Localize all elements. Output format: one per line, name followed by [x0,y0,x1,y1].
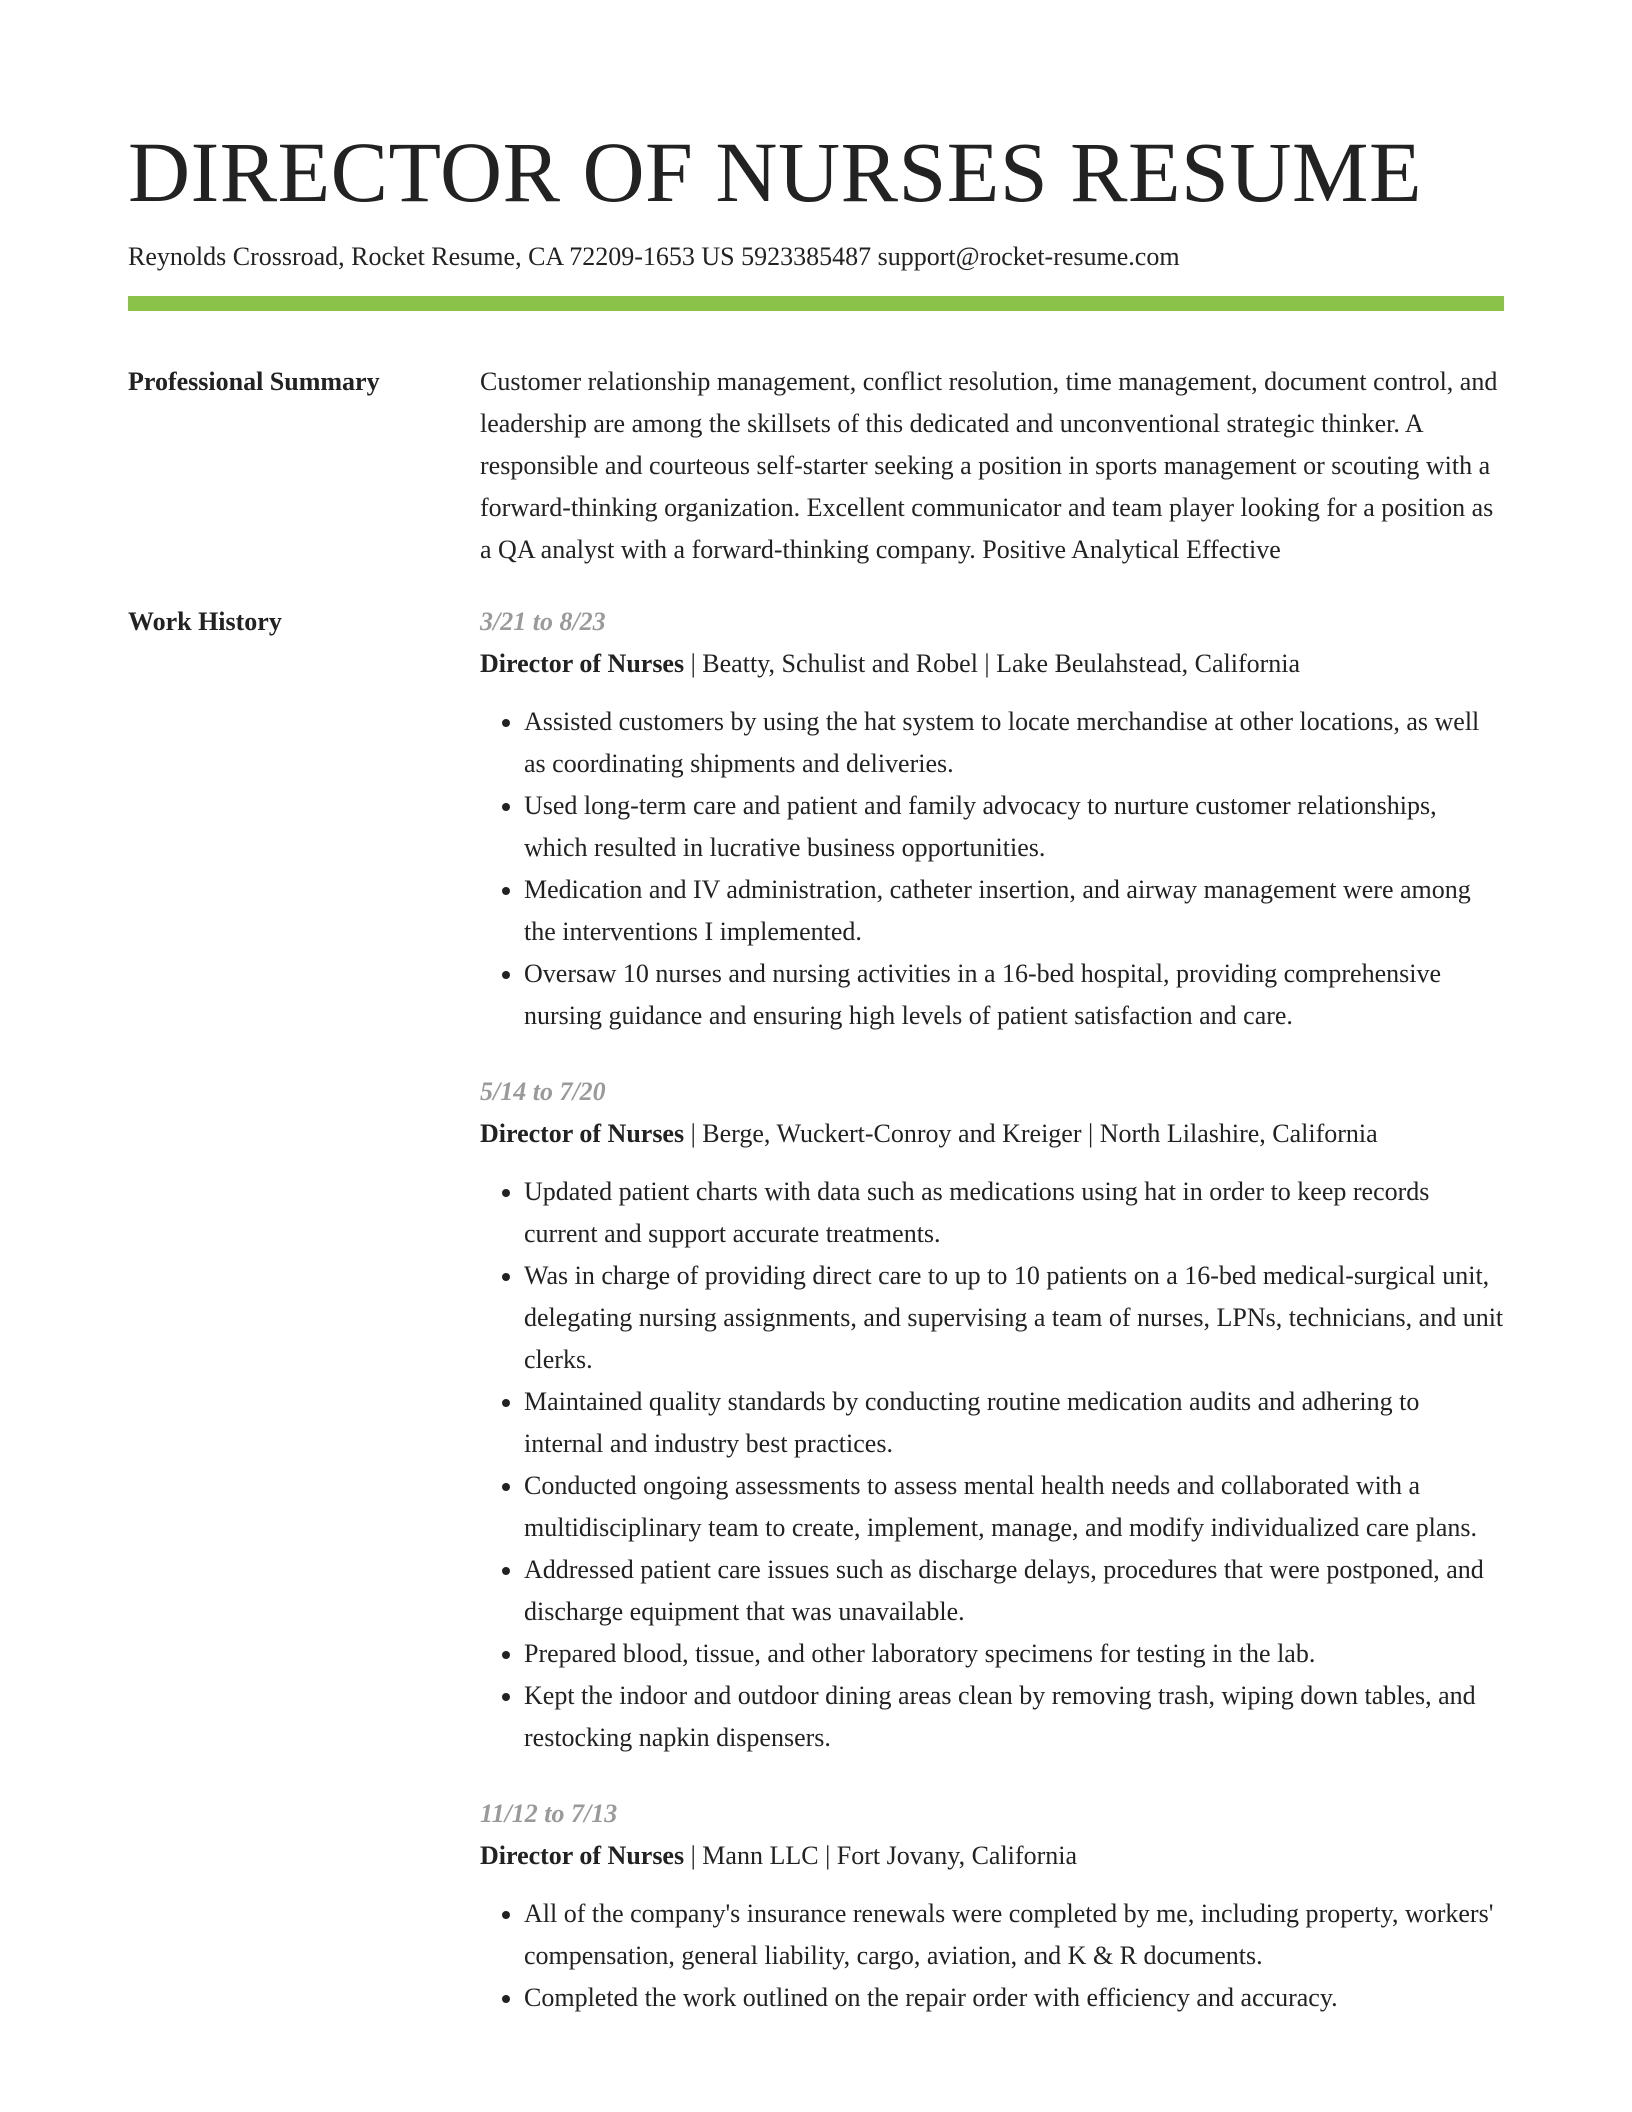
job-bullet-list [480,1171,1504,1759]
section-label-work-history: Work History [128,607,282,636]
job-bullet: • Medication and IV administration, catheter insertion, and airway management were among the interventions I implemented. [524,869,1504,953]
job-dates: 11/12 to 7/13 [480,1799,618,1828]
job-title: Director of Nurses [480,1119,685,1148]
job-bullet-list [480,1893,1504,2019]
job-entry [480,1071,1504,1759]
job-bullet-list [480,701,1504,1037]
job-bullet: • Maintained quality standards by conducting routine medication audits and adhering to internal and industry best practices. [524,1381,1504,1465]
summary-body [480,361,1504,571]
job-details: | Mann LLC | Fort Jovany, California [684,1841,1077,1870]
job-title: Director of Nurses [480,1841,685,1870]
job-entry [480,1793,1504,2019]
job-bullet: • All of the company's insurance renewals were completed by me, including property, workers' compensation, general liability, cargo, aviation, and K & R documents. [524,1893,1504,1977]
job-title-line [480,1835,1504,1877]
job-dates: 5/14 to 7/20 [480,1077,606,1106]
summary-text: Customer relationship management, conflict resolution, time management, document control, and leadership are among the skillsets of this dedicated and unconventional strategic thinker. A responsible and courteous self-starter seeking a position in sports management or scouting with a forward-thinking organization. Excellent communicator and team player looking for a position as a QA analyst with a forward-thinking company. Positive Analytical Effective [480,367,1498,564]
job-title-line [480,1113,1504,1155]
job-bullet: • Addressed patient care issues such as discharge delays, procedures that were postponed, and discharge equipment that was unavailable. [524,1549,1504,1633]
job-bullet: • Oversaw 10 nurses and nursing activities in a 16-bed hospital, providing comprehensive nursing guidance and ensuring high levels of patient satisfaction and care. [524,953,1504,1037]
job-bullet: • Used long-term care and patient and family advocacy to nurture customer relationships, which resulted in lucrative business opportunities. [524,785,1504,869]
job-entry [480,601,1504,1037]
job-details: | Berge, Wuckert-Conroy and Kreiger | North Lilashire, California [684,1119,1378,1148]
work-history-body [480,601,1504,2019]
professional-summary-section [128,361,1504,571]
contact-info: Reynolds Crossroad, Rocket Resume, CA 72209-1653 US 5923385487 support@rocket-resume.com [128,242,1180,271]
job-bullet: • Assisted customers by using the hat system to locate merchandise at other locations, as well as coordinating shipments and deliveries. [524,701,1504,785]
job-bullet: • Was in charge of providing direct care to up to 10 patients on a 16-bed medical-surgical unit, delegating nursing assignments, and supervising a team of nurses, LPNs, technicians, and unit clerks. [524,1255,1504,1381]
job-bullet: • Completed the work outlined on the repair order with efficiency and accuracy. [524,1977,1504,2019]
job-bullet: • Conducted ongoing assessments to assess mental health needs and collaborated with a multidisciplinary team to create, implement, manage, and modify individualized care plans. [524,1465,1504,1549]
job-title-line [480,643,1504,685]
work-history-section [128,601,1504,2019]
job-dates: 3/21 to 8/23 [480,607,606,636]
job-title: Director of Nurses [480,649,685,678]
accent-divider [128,296,1504,311]
section-label-summary: Professional Summary [128,367,380,396]
job-bullet: • Updated patient charts with data such as medications using hat in order to keep records current and support accurate treatments. [524,1171,1504,1255]
resume-page [128,0,1504,2019]
job-details: | Beatty, Schulist and Robel | Lake Beulahstead, California [684,649,1301,678]
job-bullet: • Kept the indoor and outdoor dining areas clean by removing trash, wiping down tables, and restocking napkin dispensers. [524,1675,1504,1759]
job-bullet: • Prepared blood, tissue, and other laboratory specimens for testing in the lab. [524,1633,1504,1675]
resume-title: DIRECTOR OF NURSES RESUME [128,124,1422,220]
